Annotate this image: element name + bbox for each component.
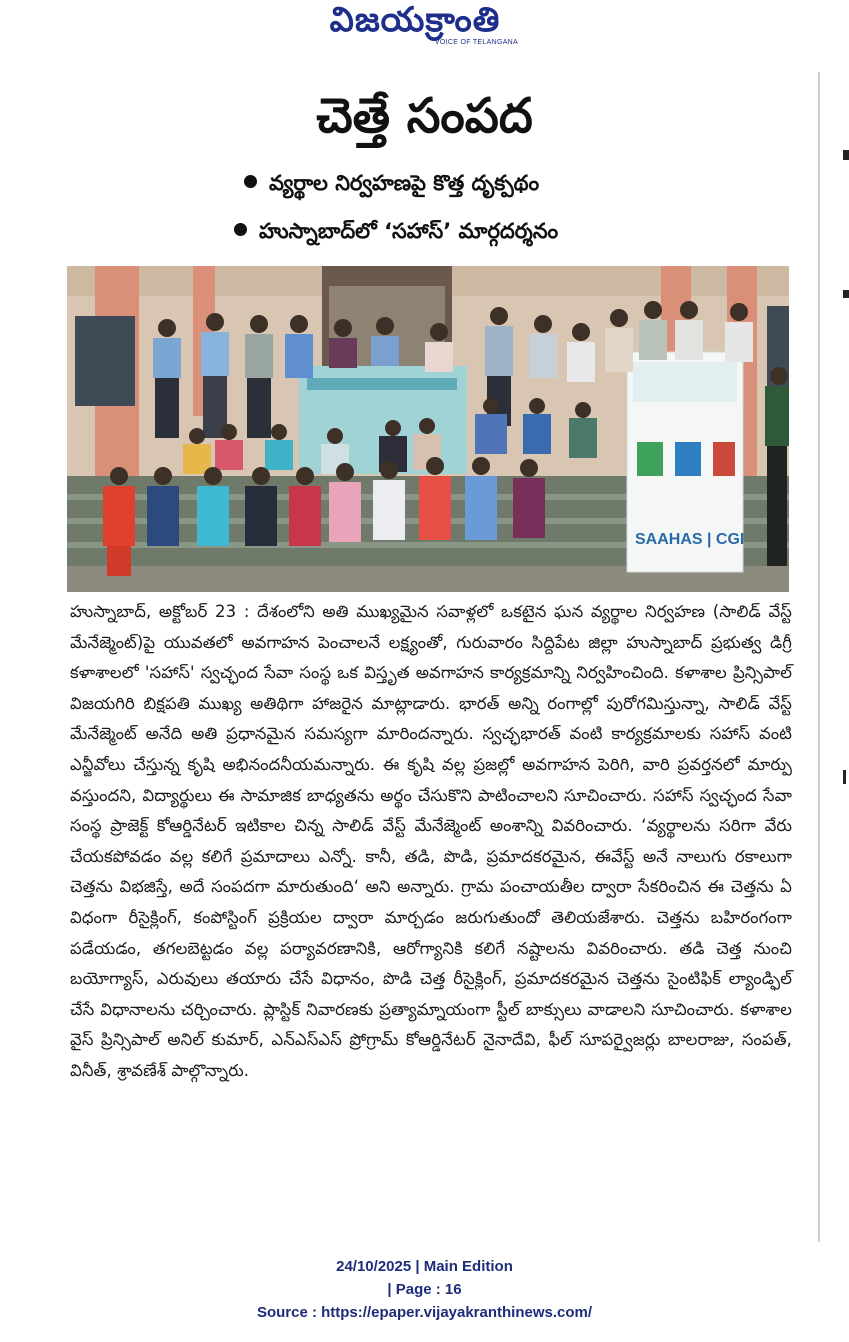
masthead-tagline: VOICE OF TELANGANA [434,39,518,46]
bullet-icon [244,175,257,188]
adjacent-column-fragment [843,150,849,160]
masthead-name: విజయక్రాంతి [329,0,501,40]
footer-page: | Page : 16 [387,1281,462,1298]
subhead-2-text: హుస్నాబాద్‌లో ‘సహాస్’ మార్గదర్శనం [259,219,559,243]
adjacent-column-fragment [843,290,849,298]
column-divider [818,72,820,1242]
masthead-logo [300,0,530,50]
group-photo-illustration [67,266,789,592]
adjacent-column-fragment [843,770,846,784]
subhead-2 [234,216,558,246]
article-body: హుస్నాబాద్, అక్టోబర్ 23 : దేశంలోని అతి ముఖ్యమైన సవాళ్లలో ఒకటైన ఘన వ్యర్థాల నిర్వహణ (సాలిడ్ వేస్ట్ మేనేజ్మెంట్)పై యువతలో అవగాహన పెంచాలనే లక్ష్యంతో, గురువారం సిద్దిపేట జిల్లా హుస్నాబాద్ ప్రభుత్వ డిగ్రీ కళాశాలలో 'సహాస్' స్వచ్ఛంద సేవా సంస్థ ఒక విస్తృత అవగాహన కార్యక్రమాన్ని నిర్వహించింది. కళాశాల ప్రిన్సిపాల్ విజయగిరి బిక్షపతి ముఖ్య అతిథిగా హాజరైన మాట్లాడారు. భారత్ అన్ని రంగాల్లో పురోగమిస్తున్నా, సాలిడ్ వేస్ట్ మేనేజ్మెంట్ అనేది అతి ప్రధానమైన సమస్యగా మారిందన్నారు. స్వచ్ఛభారత్ వంటి కార్యక్రమాలకు సహాస్ వంటి ఎన్జీవోలు చేస్తున్న కృషి అభినందనీయమన్నారు. ఈ కృషి వల్ల ప్రజల్లో అవగాహన పెరిగి, వారి ప్రవర్తనలో మార్పు వస్తుందని, విద్యార్థులు ఈ సామాజిక బాధ్యతను అర్థం చేసుకొని పాటించాలని సూచించారు. సహాస్ స్వచ్ఛంద సేవా సంస్థ ప్రాజెక్ట్ కోఆర్డినేటర్ ఇటికాల చిన్న సాలిడ్ వేస్ట్ మేనేజ్మెంట్ అంశాన్ని వివరించారు. ‘వ్యర్థాలను సరిగా వేరు చేయకపోవడం వల్ల కలిగే ప్రమాదాలు ఎన్నో. కానీ, తడి, పొడి, ప్రమాదకరమైన, ఈవేస్ట్ అనే నాలుగు రకాలుగా చెత్తను విభజిస్తే, అదే సంపదగా మారుతుంది‘ అని అన్నారు. గ్రామ పంచాయతీల ద్వారా సేకరించిన ఈ చెత్తను ఏ విధంగా రీసైక్లింగ్, కంపోస్టింగ్ ప్రక్రియల ద్వారా మార్చడం జరుగుతుందో తెలియజేశారు. చెత్తను బహిరంగంగా పడేయడం, తగలబెట్టడం వల్ల పర్యావరణానికి, ఆరోగ్యానికి కలిగే నష్టాలను వివరించారు. తడి చెత్త నుంచి బయోగ్యాస్, ఎరువులు తయారు చేసే విధానం, పొడి చెత్త రీసైక్లింగ్, ప్రమాదకరమైన చెత్తను సైంటిఫిక్ ల్యాండ్ఫిల్ చేసే విధానాలను చర్చించారు. ప్లాస్టిక్ నివారణకు ప్రత్యామ్నాయంగా స్టీల్ బాక్సులు వాడాలని సూచించారు. కళాశాల వైస్ ప్రిన్సిపాల్ అనిల్ కుమార్, ఎన్ఎస్ఎస్ ప్రోగ్రామ్ కోఆర్డినేటర్ నైనాదేవి, ఫీల్ సూపర్వైజర్లు బాలరాజు, సంపత్, వినీత్, శ్రావణేశ్ పాల్గొన్నారు. [70,602,792,1080]
article-photo [67,266,789,592]
footer-source-link[interactable]: Source : https://epaper.vijayakranthinews.com/ [256,1304,593,1321]
banner-logo-text: SAAHAS | CGI [635,531,745,548]
footer-edition: 24/10/2025 | Main Edition [336,1258,513,1275]
bullet-icon [234,223,247,236]
subhead-1 [244,168,539,198]
headline: చెత్తే సంపద [316,88,533,144]
subhead-1-text: వ్యర్థాల నిర్వహణపై కొత్త దృక్పథం [269,171,540,195]
